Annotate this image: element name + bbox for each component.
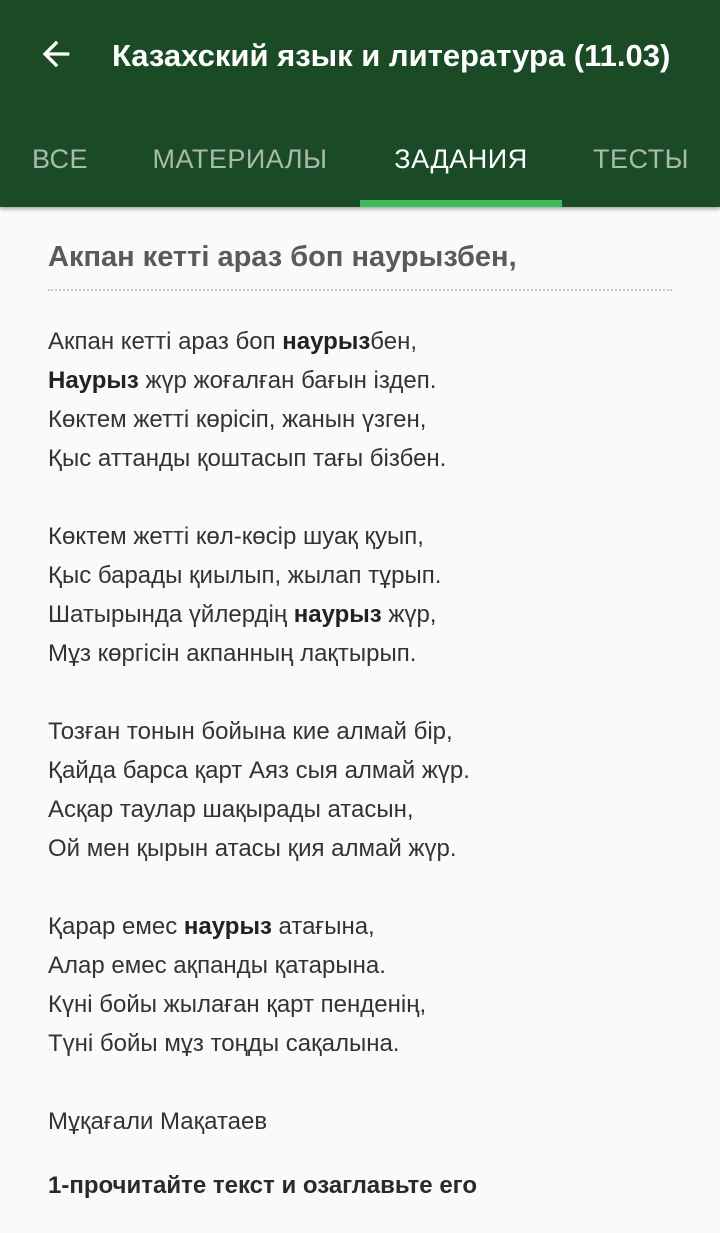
back-button[interactable] [24,26,88,82]
poem-author: Мұқағали Мақатаев [48,1108,268,1135]
poem-line: Қыс аттанды қоштасып тағы бізбен. [48,445,447,472]
poem-line: Қайда барса қарт Аяз сыя алмай жүр. [48,757,470,784]
tab-all[interactable]: ВСЕ [31,144,89,174]
tab-materials[interactable]: МАТЕРИАЛЫ [152,144,328,174]
poem-line: Түні бойы мұз тоңды сақалына. [48,1030,400,1057]
poem-line: Мұз көргісін акпанның лақтырып. [48,640,417,667]
arrow-back-icon [36,34,76,74]
assignment-content [0,207,720,1233]
poem-stanza [48,517,688,673]
poem-line: Күні бойы жылаған қарт пенденің, [48,991,427,1018]
poem-line: Көктем жетті көл-көсір шуақ қуып, [48,523,424,550]
tab-bar [0,112,720,207]
toolbar [0,0,720,112]
assignment-title: Акпан кетті араз боп наурызбен, [48,241,517,273]
tab-tests[interactable]: ТЕСТЫ [593,144,689,174]
poem-line: Алар емес ақпанды қатарына. [48,952,386,979]
poem-line: Асқар таулар шақырады атасын, [48,796,414,823]
poem-line: Қарар емес наурыз атағына, [48,913,375,940]
poem-line: Шатырында үйлердің наурыз жүр, [48,601,437,628]
app-bar [0,0,720,207]
task-instruction: 1-прочитайте текст и озаглавьте его [48,1172,478,1199]
poem-text [48,322,688,1141]
tab-assignments[interactable]: ЗАДАНИЯ [394,144,528,174]
page-title: Казахский язык и литература (11.03) [112,38,671,73]
poem-line: Акпан кетті араз боп наурызбен, [48,328,417,355]
poem-line: Қыс барады қиылып, жылап тұрып. [48,562,442,589]
poem-line: Көктем жетті көрісіп, жанын үзген, [48,406,427,433]
poem-stanza [48,907,688,1063]
active-tab-indicator [360,200,562,207]
poem-line: Наурыз жүр жоғалған бағын іздеп. [48,367,437,394]
poem-line: Ой мен қырын атасы қия алмай жүр. [48,835,457,862]
poem-stanza [48,712,688,868]
dotted-divider [48,289,672,291]
poem-stanza [48,322,688,478]
poem-line: Тозған тонын бойына кие алмай бір, [48,718,453,745]
